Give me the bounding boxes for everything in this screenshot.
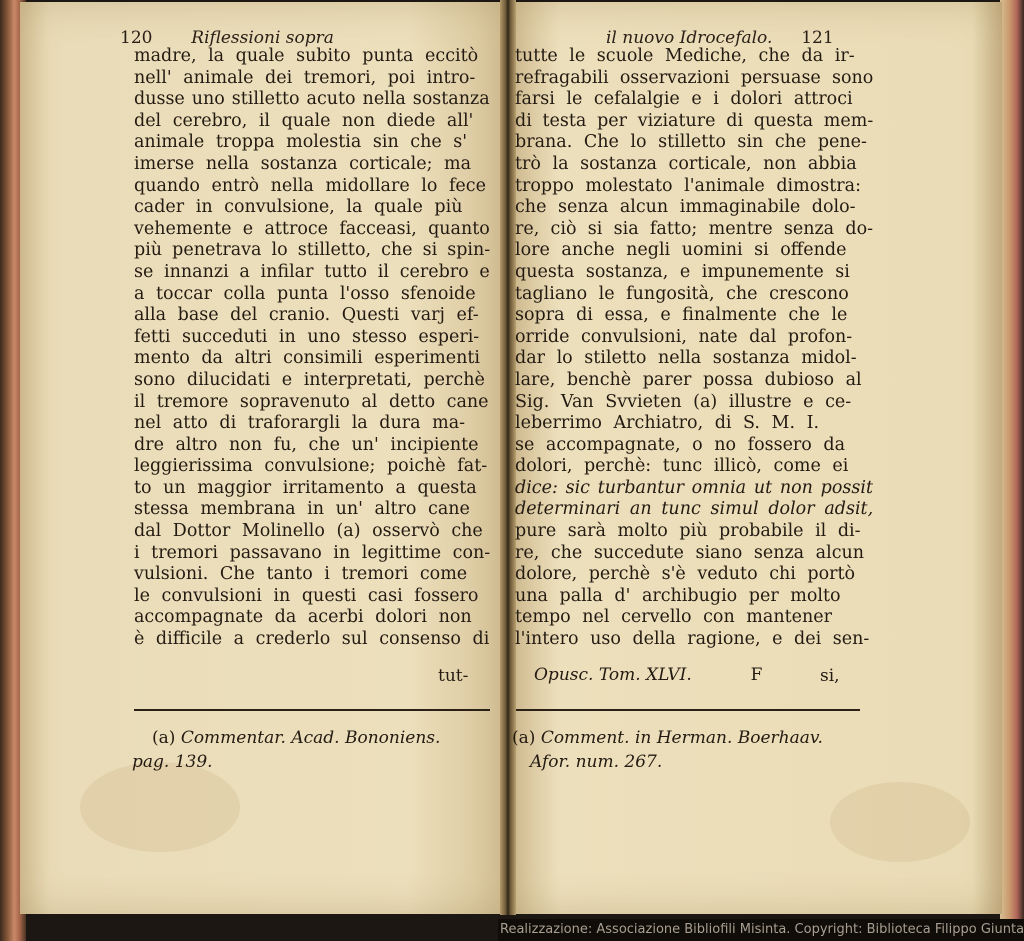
text-line: dice: sic turbantur omnia ut non possit — [515, 477, 873, 498]
right-body-text — [515, 46, 881, 651]
text-line: vehemente e attroce facceasi, quanto — [134, 218, 490, 239]
left-footnote-line-1 — [132, 726, 492, 750]
text-line: leberrimo Archiatro, di S. M. I. — [515, 413, 820, 434]
left-page-number: 120 — [120, 28, 153, 48]
right-footnote-line-1 — [512, 726, 882, 750]
text-line: Sig. Van Svvieten (a) illustre e ce- — [515, 391, 852, 412]
left-footnote-text-2: pag. 139. — [132, 752, 213, 772]
right-footnote — [512, 726, 882, 774]
right-footnote-rule — [516, 709, 860, 711]
text-line: brana. Che lo stilletto sin che pene- — [515, 132, 867, 153]
text-line: pure sarà molto più probabile il di- — [515, 521, 861, 542]
text-line: tagliano le fungosità, che crescono — [515, 283, 849, 304]
book-gutter — [500, 0, 516, 915]
text-line: più penetrava lo stilletto, che si spin- — [134, 240, 491, 261]
text-line: troppo molestato l'animale dimostra: — [515, 175, 861, 196]
text-line: i tremori passavano in legittime con- — [134, 542, 491, 563]
text-line: mento da altri consimili esperimenti — [134, 348, 480, 369]
left-catchword: tut- — [438, 666, 469, 686]
text-line: questa sostanza, e impunemente si — [515, 261, 850, 282]
text-line: re, ciò si sia fatto; mentre senza do- — [515, 218, 874, 239]
paper-stain — [830, 782, 970, 862]
right-footnote-text-2: Afor. num. 267. — [530, 752, 663, 772]
left-footnote-mark: (a) — [152, 728, 176, 748]
text-line: dusse uno stilletto acuto nella sostanza — [134, 89, 490, 110]
text-line: se innanzi a infilar tutto il cerebro e — [134, 261, 490, 282]
text-line: imerse nella sostanza corticale; ma — [134, 153, 472, 174]
text-line: tempo nel cervello con mantener — [515, 607, 832, 628]
text-line: le convulsioni in questi casi fossero — [134, 585, 479, 606]
text-line: to un maggior irritamento a questa — [134, 477, 477, 498]
left-footnote-text: Commentar. Acad. Bononiens. — [180, 728, 441, 748]
left-footnote — [132, 726, 492, 774]
text-line: dolori, perchè: tunc illicò, come ei — [515, 456, 849, 477]
text-line: l'intero uso della ragione, e dei sen- — [515, 629, 870, 650]
left-running-title: Riflessioni sopra — [191, 28, 334, 48]
text-line: dre altro non fu, che un' incipiente — [134, 434, 479, 455]
text-line: quando entrò nella midollare lo fece — [134, 175, 486, 196]
text-line: il tremore sopravenuto al detto cane — [134, 391, 489, 412]
text-line: re, che succedute siano senza alcun — [515, 542, 865, 563]
paper-stain — [80, 762, 240, 852]
text-line: dolore, perchè s'è veduto chi portò — [515, 564, 856, 585]
text-line: leggierissima convulsione; poichè fat- — [134, 456, 488, 477]
right-footnote-mark: (a) — [512, 728, 536, 748]
text-line: nell' animale dei tremori, poi intro- — [134, 67, 476, 88]
text-line: sono dilucidati e interpretati, perchè — [134, 369, 485, 390]
left-body-text — [134, 46, 500, 651]
text-line: cader in convulsione, la quale più — [134, 197, 463, 218]
text-line: determinari an tunc simul dolor adsit, — [515, 499, 874, 520]
text-line: dal Dottor Molinello (a) osservò che — [134, 521, 483, 542]
right-page-number: 121 — [801, 28, 834, 48]
text-line: animale troppa molestia sin che s' — [134, 132, 468, 153]
signature-mark: Opusc. Tom. XLVI. — [534, 665, 692, 685]
text-line: refragabili osservazioni persuase sono — [515, 67, 874, 88]
text-line: stessa membrana in un' altro cane — [134, 499, 470, 520]
book-edge-right — [1000, 0, 1024, 941]
text-line: lare, benchè parer possa dubioso al — [515, 369, 862, 390]
text-line: una palla d' archibugio per molto — [515, 585, 841, 606]
right-catchword: si, — [820, 666, 840, 686]
signature-letter: F — [750, 665, 763, 685]
text-line: alla base del cranio. Questi varj ef- — [134, 305, 479, 326]
text-line: orride convulsioni, nate dal profon- — [515, 326, 853, 347]
text-line: accompagnate da acerbi dolori non — [134, 607, 472, 628]
right-signature — [534, 665, 762, 685]
text-line: che senza alcun immaginabile dolo- — [515, 197, 856, 218]
credit-text: Realizzazione: Associazione Bibliofili Misinta. Copyright: Biblioteca Filippo Giunta — [500, 922, 1024, 937]
text-line: nel atto di traforargli la dura ma- — [134, 413, 466, 434]
text-line: del cerebro, il quale non diede all' — [134, 110, 474, 131]
text-line: di testa per viziature di questa mem- — [515, 110, 874, 131]
right-running-title: il nuovo Idrocefalo. — [606, 28, 773, 48]
text-line: farsi le cefalalgie e i dolori attroci — [515, 89, 853, 110]
text-line: lore anche negli uomini si offende — [515, 240, 847, 261]
text-line: trò la sostanza corticale, non abbia — [515, 153, 857, 174]
left-footnote-rule — [134, 709, 490, 711]
text-line: sopra di essa, e finalmente che le — [515, 305, 848, 326]
text-line: se accompagnate, o no fossero da — [515, 434, 846, 455]
text-line: dar lo stiletto nella sostanza midol- — [515, 348, 857, 369]
text-line: vulsioni. Che tanto i tremori come — [134, 564, 468, 585]
right-footnote-text: Comment. in Herman. Boerhaav. — [540, 728, 823, 748]
text-line: madre, la quale subito punta eccitò — [134, 46, 479, 66]
text-line: tutte le scuole Mediche, che da ir- — [515, 46, 855, 66]
text-line: è difficile a crederlo sul consenso di — [134, 629, 490, 650]
text-line: a toccar colla punta l'osso sfenoide — [134, 283, 476, 304]
text-line: fetti succeduti in uno stesso esperi- — [134, 326, 480, 347]
copyright-credit — [498, 919, 1024, 941]
